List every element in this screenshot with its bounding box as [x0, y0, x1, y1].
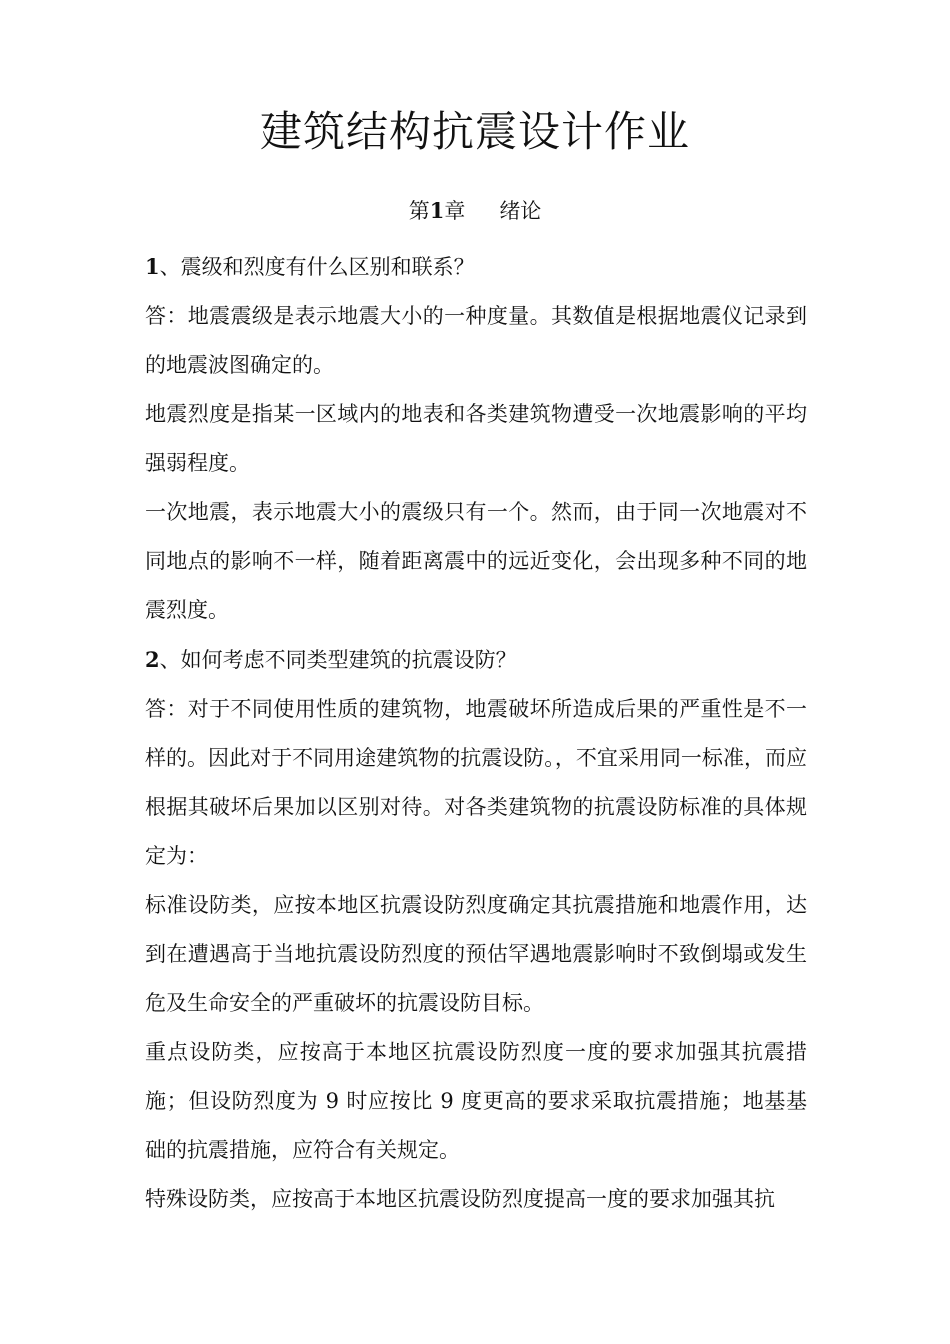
question-2: [145, 635, 807, 685]
answer-paragraph: 特殊设防类，应按高于本地区抗震设防烈度提高一度的要求加强其抗: [145, 1187, 775, 1211]
chapter-suffix: 章: [444, 199, 466, 223]
document-title: 建筑结构抗震设计作业: [259, 107, 690, 156]
question-2-text: 、如何考虑不同类型建筑的抗震设防？: [159, 648, 517, 672]
answer-paragraph: 重点设防类，应按高于本地区抗震设防烈度一度的要求加强其抗震措施；但设防烈度为 9 时应按比 9 度更高的要求采取抗震措施；地基基础的抗震措施，应符合有关规定。: [145, 1040, 807, 1162]
question-1-text: 、震级和烈度有什么区别和联系？: [159, 255, 475, 279]
answer-paragraph: 标准设防类，应按本地区抗震设防烈度确定其抗震措施和地震作用，达到在遭遇高于当地抗震设防烈度的预估罕遇地震影响时不致倒塌或发生危及生命安全的严重破坏的抗震设防目标。: [145, 893, 807, 1015]
document-body: [145, 242, 807, 1224]
chapter-name: 绪论: [499, 199, 542, 223]
answer-paragraph: 一次地震，表示地震大小的震级只有一个。然而，由于同一次地震对不同地点的影响不一样，随着距离震中的远近变化，会出现多种不同的地震烈度。: [145, 500, 807, 622]
answer-paragraph: 地震烈度是指某一区域内的地表和各类建筑物遭受一次地震影响的平均强弱程度。: [145, 402, 807, 475]
question-2-number: 2: [145, 647, 160, 672]
question-1: [145, 242, 807, 292]
chapter-number: 1: [429, 198, 445, 223]
chapter-prefix: 第: [408, 199, 430, 223]
answer-paragraph: 答：对于不同使用性质的建筑物，地震破坏所造成后果的严重性是不一样的。因此对于不同用途建筑物的抗震设防。，不宜采用同一标准，而应根据其破坏后果加以区别对待。对各类建筑物的抗震设防标准的具体规定为：: [145, 697, 807, 868]
question-1-number: 1: [145, 254, 160, 279]
answer-paragraph: 答：地震震级是表示地震大小的一种度量。其数值是根据地震仪记录到的地震波图确定的。: [145, 304, 807, 377]
chapter-heading: [0, 194, 950, 228]
